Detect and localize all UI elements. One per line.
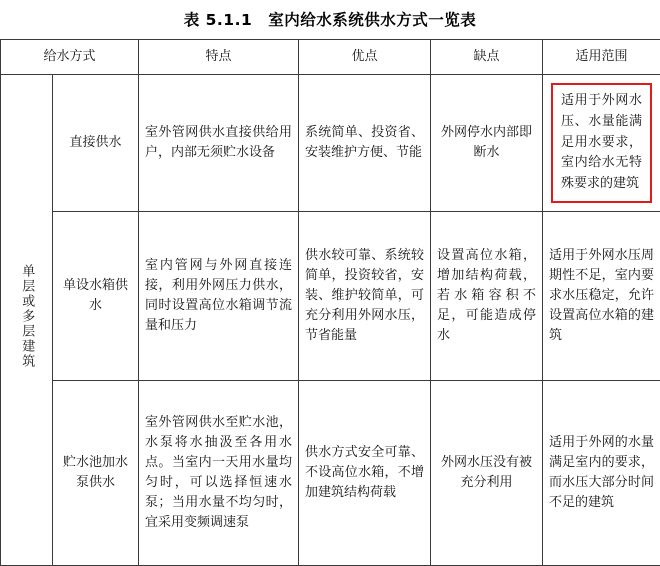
water-supply-table	[0, 39, 660, 566]
advantages-cell: 系统简单、投资省、安装维护方便、节能	[299, 75, 431, 212]
table-row	[1, 75, 660, 212]
features-cell: 室内管网与外网直接连接，利用外网压力供水，同时设置高位水箱调节流量和压力	[139, 212, 299, 381]
table-header	[1, 40, 660, 75]
method-name: 单设水箱供水	[53, 212, 139, 381]
advantages-cell: 供水方式安全可靠、不设高位水箱，不增加建筑结构荷载	[299, 381, 431, 566]
disadvantages-cell: 外网水压没有被充分利用	[431, 381, 543, 566]
column-header-advantages: 优点	[299, 40, 431, 75]
row-group-label	[1, 75, 53, 566]
table-row	[1, 381, 660, 566]
column-header-scope: 适用范围	[543, 40, 660, 75]
table-body	[1, 75, 660, 566]
method-name: 直接供水	[53, 75, 139, 212]
advantages-cell: 供水较可靠、系统较简单，投资较省，安装、维护较简单，可充分利用外网水压，节省能量	[299, 212, 431, 381]
scope-cell: 适用于外网水压周期性不足，室内要求水压稳定，允许设置高位水箱的建筑	[543, 212, 660, 381]
row-group-label-text: 单层或多层建筑	[17, 264, 37, 369]
scope-highlight-box	[551, 83, 652, 203]
table-header-row	[1, 40, 660, 75]
column-header-method: 给水方式	[1, 40, 139, 75]
table-row	[1, 212, 660, 381]
page-title: 表 5.1.1 室内给水系统供水方式一览表	[0, 0, 660, 39]
disadvantages-cell: 外网停水内部即断水	[431, 75, 543, 212]
scope-text: 适用于外网水压、水量能满足用水要求，室内给水无特殊要求的建筑	[561, 91, 642, 195]
column-header-disadvantages: 缺点	[431, 40, 543, 75]
column-header-features: 特点	[139, 40, 299, 75]
features-cell: 室外管网供水直接供给用户，内部无须贮水设备	[139, 75, 299, 212]
disadvantages-cell: 设置高位水箱，增加结构荷载，若水箱容积不足，可能造成停水	[431, 212, 543, 381]
method-name: 贮水池加水泵供水	[53, 381, 139, 566]
scope-cell	[543, 75, 660, 212]
scope-cell: 适用于外网的水量满足室内的要求，而水压大部分时间不足的建筑	[543, 381, 660, 566]
features-cell: 室外管网供水至贮水池，水泵将水抽汲至各用水点。当室内一天用水量均匀时，可以选择恒速水泵；当用水量不均匀时，宜采用变频调速泵	[139, 381, 299, 566]
